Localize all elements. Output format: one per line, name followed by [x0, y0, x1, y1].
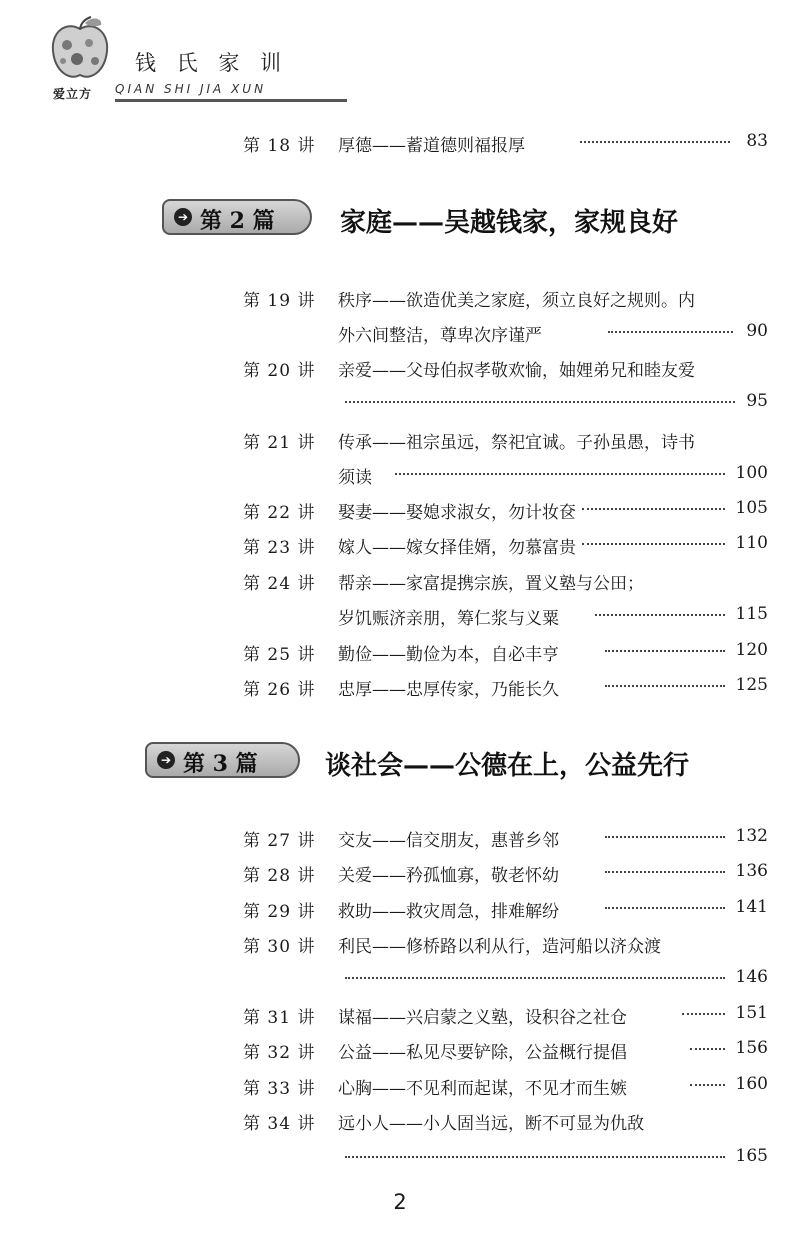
lecture-number: 第 21 讲 [243, 433, 316, 453]
lecture-title: 传承——祖宗虽远，祭祀宜诚。子孙虽愚，诗书 [338, 433, 695, 453]
toc-entry-continuation[interactable] [0, 961, 800, 997]
page-number: 120 [735, 640, 768, 660]
toc-entry[interactable] [0, 997, 800, 1033]
lecture-number: 第 32 讲 [243, 1043, 316, 1063]
page-number: 90 [746, 321, 768, 341]
book-title: 钱 氏 家 训 [135, 51, 289, 75]
toc-entry[interactable] [0, 492, 800, 528]
lecture-number: 第 30 讲 [243, 937, 316, 957]
page-number: 141 [735, 897, 768, 917]
section-badge [162, 199, 312, 235]
leader-dots [605, 836, 725, 838]
section-header[interactable] [0, 738, 800, 794]
lecture-title: 厚德——蓄道德则福报厚 [338, 136, 525, 156]
page-number: 146 [735, 967, 768, 987]
leader-dots [582, 543, 725, 545]
lecture-number: 第 19 讲 [243, 291, 316, 311]
lecture-number: 第 24 讲 [243, 574, 316, 594]
page-number: 110 [735, 533, 768, 553]
lecture-number: 第 33 讲 [243, 1079, 316, 1099]
arrow-right-icon: ➔ [174, 208, 192, 226]
lecture-title: 救助——救灾周急，排难解纷 [338, 902, 559, 922]
section-title: 谈社会——公德在上，公益先行 [325, 751, 690, 781]
lecture-title-cont: 外六间整洁，尊卑次序谨严 [338, 326, 542, 346]
section-header[interactable] [0, 195, 800, 251]
toc-entry[interactable] [0, 891, 800, 927]
lecture-title: 秩序——欲造优美之家庭，须立良好之规则。内 [338, 291, 695, 311]
page-number: 136 [735, 861, 768, 881]
leader-dots [605, 871, 725, 873]
toc-entry[interactable] [0, 350, 800, 386]
toc-entry[interactable] [0, 422, 800, 458]
lecture-number: 第 34 讲 [243, 1114, 316, 1134]
toc-entry[interactable] [0, 1032, 800, 1068]
leader-dots [605, 907, 725, 909]
lecture-number: 第 25 讲 [243, 645, 316, 665]
leader-dots [395, 473, 725, 475]
toc-entry[interactable] [0, 280, 800, 316]
leader-dots [580, 141, 730, 143]
toc-entry-continuation[interactable] [0, 315, 800, 351]
leader-dots [608, 331, 733, 333]
arrow-right-icon: ➔ [157, 751, 175, 769]
lecture-title: 交友——信交朋友，惠普乡邻 [338, 831, 559, 851]
leader-dots [345, 977, 725, 979]
leader-dots [345, 1156, 725, 1158]
page-number: 83 [746, 131, 768, 151]
lecture-number: 第 20 讲 [243, 361, 316, 381]
lecture-title: 娶妻——娶媳求淑女，勿计妆奁 [338, 503, 576, 523]
toc-entry[interactable] [0, 820, 800, 856]
toc-entry-continuation[interactable] [0, 598, 800, 634]
leader-dots [690, 1048, 725, 1050]
toc-entry[interactable] [0, 125, 800, 161]
leader-dots [605, 650, 725, 652]
toc-entry[interactable] [0, 855, 800, 891]
lecture-number: 第 27 讲 [243, 831, 316, 851]
leader-dots [605, 685, 725, 687]
lecture-title: 心胸——不见利而起谋，不见才而生嫉 [338, 1079, 627, 1099]
lecture-title-cont: 岁饥赈济亲朋，筹仁浆与义粟 [338, 609, 559, 629]
lecture-number: 第 26 讲 [243, 680, 316, 700]
lecture-title: 忠厚——忠厚传家，乃能长久 [338, 680, 559, 700]
lecture-title: 勤俭——勤俭为本，自必丰亨 [338, 645, 559, 665]
toc-entry[interactable] [0, 527, 800, 563]
toc-entry[interactable] [0, 634, 800, 670]
page-number: 151 [735, 1003, 768, 1023]
lecture-number: 第 31 讲 [243, 1008, 316, 1028]
leader-dots [582, 508, 725, 510]
toc-entry-continuation[interactable] [0, 457, 800, 493]
page-number: 165 [735, 1146, 768, 1166]
leader-dots [682, 1013, 725, 1015]
page-number: 105 [735, 498, 768, 518]
section-title: 家庭——吴越钱家，家规良好 [340, 208, 679, 238]
brand-label: 爱立方 [53, 87, 93, 101]
lecture-title: 嫁人——嫁女择佳婿，勿慕富贵 [338, 538, 576, 558]
page-number: 115 [735, 604, 768, 624]
lecture-number: 第 28 讲 [243, 866, 316, 886]
page-number: 100 [735, 463, 768, 483]
lecture-title: 关爱——矜孤恤寡，敬老怀幼 [338, 866, 559, 886]
leader-dots [690, 1084, 725, 1086]
toc-entry-continuation[interactable] [0, 385, 800, 421]
page-number: 125 [735, 675, 768, 695]
running-header [45, 15, 325, 105]
lecture-title: 利民——修桥路以利从行，造河船以济众渡 [338, 937, 661, 957]
lecture-number: 第 23 讲 [243, 538, 316, 558]
leader-dots [345, 401, 735, 403]
page-number: 156 [735, 1038, 768, 1058]
page-number: 132 [735, 826, 768, 846]
lecture-number: 第 22 讲 [243, 503, 316, 523]
book-title-pinyin: QIAN SHI JIA XUN [115, 82, 347, 102]
lecture-title: 远小人——小人固当远，断不可显为仇敌 [338, 1114, 644, 1134]
lecture-title: 公益——私见尽要铲除，公益概行提倡 [338, 1043, 627, 1063]
lecture-title: 谋福——兴启蒙之义塾，设积谷之社仓 [338, 1008, 627, 1028]
toc-entry[interactable] [0, 669, 800, 705]
leader-dots [595, 614, 725, 616]
lecture-title-cont: 须读 [338, 468, 372, 488]
page-number: 160 [735, 1074, 768, 1094]
section-label: 第 3 篇 [183, 751, 258, 777]
lecture-number: 第 29 讲 [243, 902, 316, 922]
section-badge [145, 742, 300, 778]
lecture-number: 第 18 讲 [243, 136, 316, 156]
toc-entry[interactable] [0, 926, 800, 962]
apple-logo-icon [45, 15, 115, 105]
folio-page-number: 2 [393, 1190, 407, 1214]
section-label: 第 2 篇 [200, 208, 275, 234]
page-number: 95 [746, 391, 768, 411]
toc-entry[interactable] [0, 1103, 800, 1139]
lecture-title: 亲爱——父母伯叔孝敬欢愉，妯娌弟兄和睦友爱 [338, 361, 695, 381]
lecture-title: 帮亲——家富提携宗族，置义塾与公田； [338, 574, 644, 594]
toc-entry-continuation[interactable] [0, 1140, 800, 1176]
toc-entry[interactable] [0, 563, 800, 599]
toc-entry[interactable] [0, 1068, 800, 1104]
